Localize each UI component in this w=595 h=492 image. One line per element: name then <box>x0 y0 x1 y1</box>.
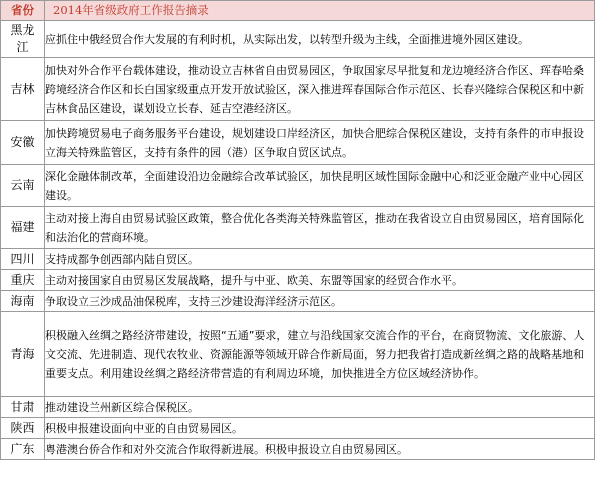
table-row <box>1 439 595 460</box>
row-province: 广东 <box>1 439 45 460</box>
table-row <box>1 249 595 270</box>
table-row <box>1 291 595 312</box>
row-province: 吉林 <box>1 58 45 121</box>
header-title: 2014年省级政府工作报告摘录 <box>45 1 595 21</box>
table-row <box>1 418 595 439</box>
table-header-row <box>1 1 595 21</box>
table-row <box>1 58 595 121</box>
row-province: 云南 <box>1 165 45 207</box>
row-text: 推动建设兰州新区综合保税区。 <box>45 397 595 418</box>
row-text: 粤港澳台侨合作和对外交流合作取得新进展。积极申报设立自由贸易园区。 <box>45 439 595 460</box>
row-province: 重庆 <box>1 270 45 291</box>
row-text: 争取设立三沙成品油保税库，支持三沙建设海洋经济示范区。 <box>45 291 595 312</box>
row-text: 积极融入丝绸之路经济带建设，按照“五通”要求，建立与沿线国家交流合作的平台，在商贸物流、文化旅游、人文交流、先进制造、现代农牧业、资源能源等领域开辟合作新局面，努力把我省打造成新丝绸之路的战略基地和重要支点。利用建设丝绸之路经济带营造的有利周边环境，加快推进全方位区域经济协作。 <box>45 312 595 397</box>
table-row <box>1 207 595 249</box>
table-row <box>1 270 595 291</box>
row-text: 积极申报建设面向中亚的自由贸易园区。 <box>45 418 595 439</box>
row-text: 主动对接国家自由贸易区发展战略，提升与中亚、欧美、东盟等国家的经贸合作水平。 <box>45 270 595 291</box>
row-province: 甘肃 <box>1 397 45 418</box>
row-province: 福建 <box>1 207 45 249</box>
row-province: 安徽 <box>1 121 45 165</box>
table-row <box>1 312 595 397</box>
table-row <box>1 165 595 207</box>
row-province: 四川 <box>1 249 45 270</box>
row-text: 加快跨境贸易电子商务服务平台建设，规划建设口岸经济区，加快合肥综合保税区建设，支持有条件的市申报设立海关特殊监管区，支持有条件的园（港）区争取自贸区试点。 <box>45 121 595 165</box>
row-province: 黑龙江 <box>1 21 45 58</box>
row-province: 青海 <box>1 312 45 397</box>
table-row <box>1 121 595 165</box>
row-text: 加快对外合作平台载体建设，推动设立吉林省自由贸易园区，争取国家尽早批复和龙边境经济合作区、珲春哈桑跨境经济合作区和长白国家级重点开发开放试验区，深入推进珲春国际合作示范区、长春兴隆综合保税区和中新吉林食品区建设，谋划设立长春、延吉空港经济区。 <box>45 58 595 121</box>
row-province: 陕西 <box>1 418 45 439</box>
table-row <box>1 397 595 418</box>
row-text: 支持成都争创西部内陆自贸区。 <box>45 249 595 270</box>
row-text: 深化金融体制改革，全面建设沿边金融综合改革试验区，加快昆明区域性国际金融中心和泛亚金融产业中心园区建设。 <box>45 165 595 207</box>
row-text: 应抓住中俄经贸合作大发展的有利时机，从实际出发，以转型升级为主线，全面推进境外园区建设。 <box>45 21 595 58</box>
header-province: 省份 <box>1 1 45 21</box>
row-province: 海南 <box>1 291 45 312</box>
table-row <box>1 21 595 58</box>
row-text: 主动对接上海自由贸易试验区政策，整合优化各类海关特殊监管区，推动在我省设立自由贸易园区，培育国际化和法治化的营商环境。 <box>45 207 595 249</box>
